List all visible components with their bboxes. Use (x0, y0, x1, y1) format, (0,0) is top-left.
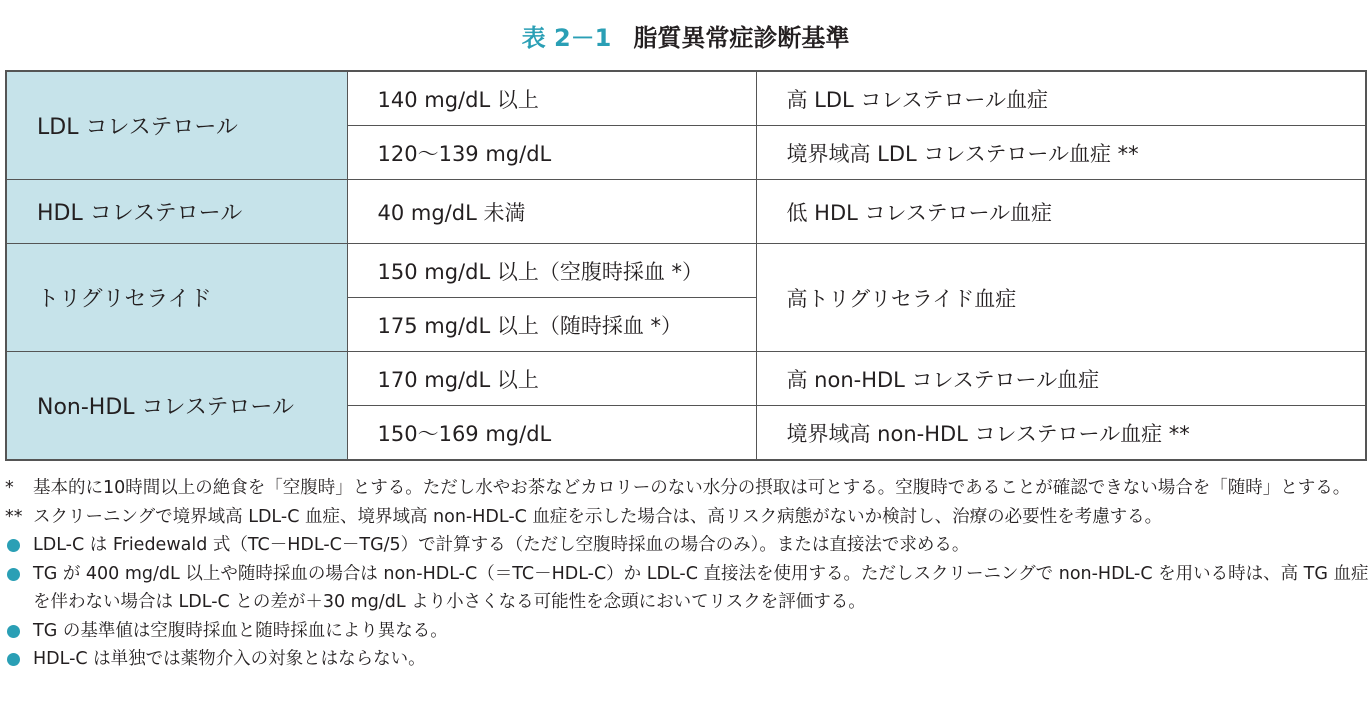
criterion-cell: 150～169 mg/dL (347, 406, 756, 461)
table-title (0, 18, 1371, 53)
diagnosis-cell: 高 non-HDL コレステロール血症 (756, 352, 1366, 406)
bullet-item (5, 560, 1369, 617)
bullet-icon (7, 568, 20, 581)
bullet-item (5, 531, 1369, 560)
diagnosis-cell: 高 LDL コレステロール血症 (756, 71, 1366, 126)
category-cell: Non-HDL コレステロール (6, 352, 347, 461)
footnote-mark: ** (5, 506, 23, 527)
category-cell: HDL コレステロール (6, 180, 347, 244)
diagnosis-cell: 境界域高 non-HDL コレステロール血症 ** (756, 406, 1366, 461)
table-row (6, 180, 1366, 244)
criterion-cell: 170 mg/dL 以上 (347, 352, 756, 406)
criterion-cell: 175 mg/dL 以上（随時採血 *） (347, 298, 756, 352)
bullet-icon (7, 539, 20, 552)
table-row (6, 71, 1366, 126)
table-number: 表 2－1 (521, 24, 612, 52)
bullet-text: HDL-C は単独では薬物介入の対象とはならない。 (33, 649, 426, 669)
table-row (6, 352, 1366, 406)
diagnosis-cell: 高トリグリセライド血症 (756, 244, 1366, 352)
footnote-item (5, 474, 1369, 503)
criterion-cell: 40 mg/dL 未満 (347, 180, 756, 244)
footnote-item (5, 503, 1369, 532)
bullet-icon (7, 625, 20, 638)
category-cell: LDL コレステロール (6, 71, 347, 180)
footnote-mark: * (5, 478, 14, 498)
criterion-cell: 150 mg/dL 以上（空腹時採血 *） (347, 244, 756, 298)
bullet-item (5, 617, 1369, 646)
table-row (6, 244, 1366, 298)
bullet-text: LDL-C は Friedewald 式（TC－HDL-C－TG/5）で計算する（ただし空腹時採血の場合のみ）。または直接法で求める。 (33, 535, 970, 555)
footnote-text: 基本的に10時間以上の絶食を「空腹時」とする。ただし水やお茶などカロリーのない水分の摂取は可とする。空腹時であることが確認できない場合を「随時」とする。 (33, 478, 1351, 498)
criterion-cell: 140 mg/dL 以上 (347, 71, 756, 126)
bullet-icon (7, 653, 20, 666)
bullet-text: TG が 400 mg/dL 以上や随時採血の場合は non-HDL-C（＝TC－HDL-C）か LDL-C 直接法を使用する。ただしスクリーニングで non-HDL-C を用いる時は、高 TG 血症を伴わない場合は LDL-C との差が＋30 mg/dL より小さくなる可能性を念頭においてリスクを評価する。 (33, 563, 1369, 612)
diagnostic-criteria-table (5, 70, 1367, 461)
diagnosis-cell: 低 HDL コレステロール血症 (756, 180, 1366, 244)
table-caption: 脂質異常症診断基準 (633, 24, 850, 52)
footnote-text: スクリーニングで境界域高 LDL-C 血症、境界域高 non-HDL-C 血症を示した場合は、高リスク病態がないか検討し、治療の必要性を考慮する。 (33, 506, 1163, 527)
bullet-text: TG の基準値は空腹時採血と随時採血により異なる。 (33, 620, 448, 641)
footnotes (5, 474, 1369, 674)
bullet-item (5, 645, 1369, 674)
category-cell: トリグリセライド (6, 244, 347, 352)
criterion-cell: 120～139 mg/dL (347, 126, 756, 180)
diagnosis-cell: 境界域高 LDL コレステロール血症 ** (756, 126, 1366, 180)
